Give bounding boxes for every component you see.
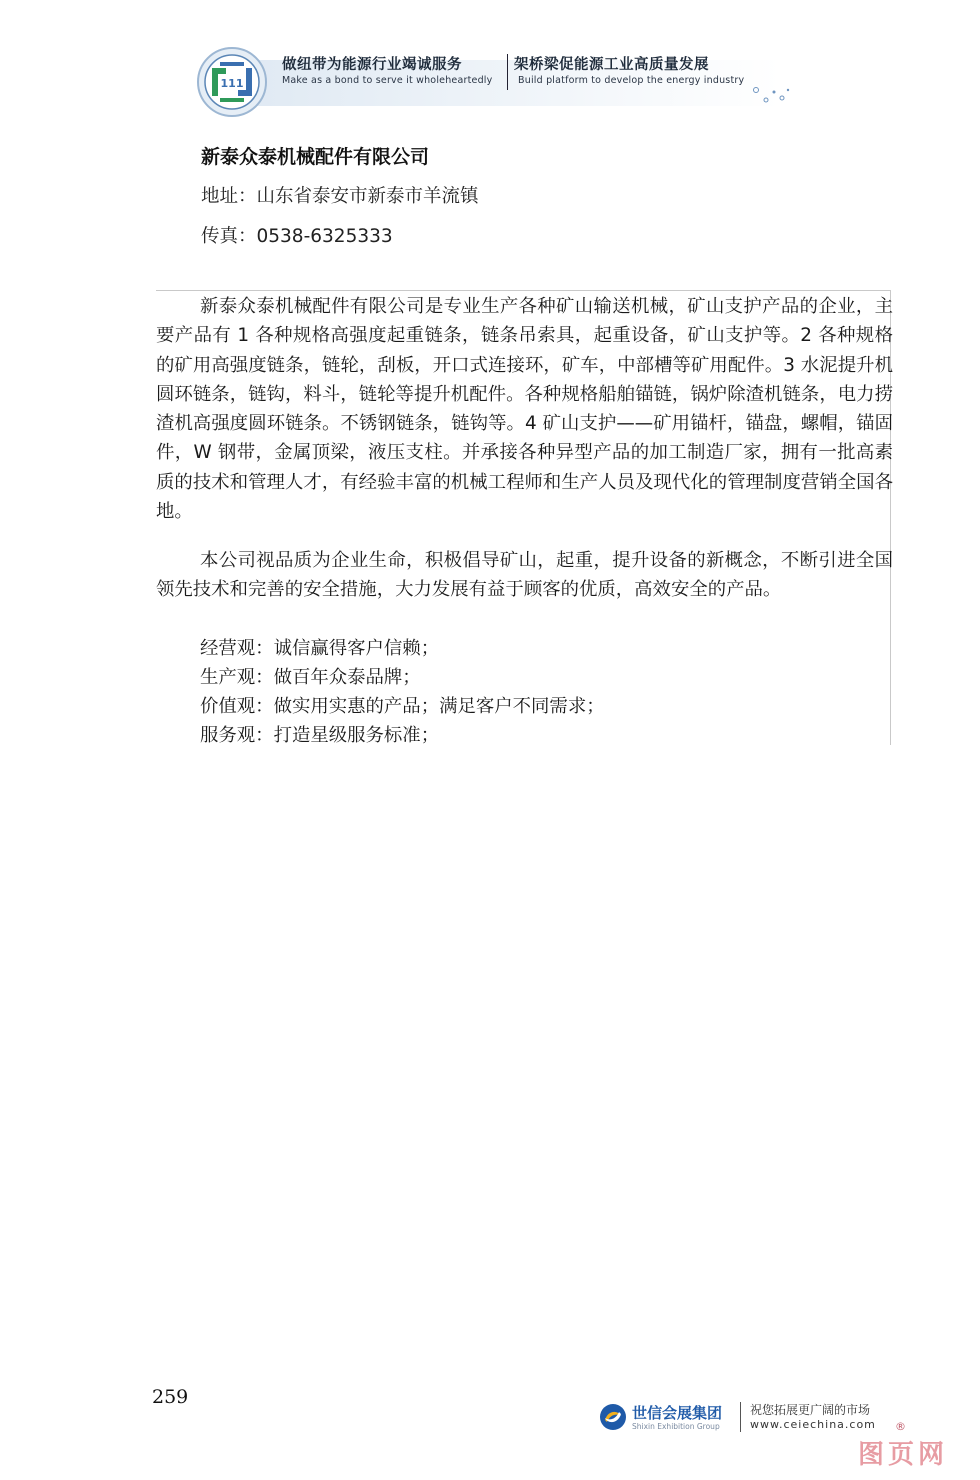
- header-slogan-cn-right: [514, 53, 709, 74]
- group-name: 世信会展集团: [632, 1404, 723, 1422]
- value-production: 生产观：做百年众泰品牌；: [200, 667, 421, 688]
- group-name-en: Shixin Exhibition Group: [632, 1422, 720, 1431]
- footer-tagline: 祝您拓展更广阔的市场: [750, 1403, 871, 1417]
- page-number: 259: [152, 1386, 189, 1408]
- slogan-cn-left: 做纽带为能源行业竭诚服务: [282, 57, 462, 73]
- value-business: 经营观：诚信赢得客户信赖；: [200, 638, 440, 659]
- value-service: 服务观：打造星级服务标准；: [200, 725, 440, 746]
- body-paragraph-1: 新泰众泰机械配件有限公司是专业生产各种矿山输送机械，矿山支护产品的企业，主要产品有 1 各种规格高强度起重链条，链条吊索具，起重设备，矿山支护等。2 各种规格的矿用高强度链条，链轮，刮板，开口式连接环，矿车，中部槽等矿用配件。3 水泥提升机圆环链条，链钩，料斗，链轮等提升机配件。各种规格船舶锚链，锅炉除渣机链条，电力捞渣机高强度圆环链条。不锈钢链条，链钩等。4 矿山支护——矿用锚杆，锚盘，螺帽，锚固件，W 钢带，金属顶梁，液压支柱。并承接各种异型产品的加工制造厂家，拥有一批高素质的技术和管理人才，有经验丰富的机械工程师和生产人员及现代化的管理制度营销全国各地。: [156, 296, 893, 523]
- watermark-text: 图页网: [858, 1440, 949, 1470]
- company-fax: 传真：0538-6325333: [201, 226, 393, 247]
- body-paragraph-2: 本公司视品质为企业生命，积极倡导矿山，起重，提升设备的新概念，不断引进全国领先技术和完善的安全措施，大力发展有益于顾客的优质，高效安全的产品。: [156, 550, 893, 601]
- footer-brand: [598, 1398, 898, 1438]
- slogan-en-left: Make as a bond to serve it wholeheartedly: [282, 75, 493, 86]
- shixin-logo-icon: [598, 1402, 628, 1432]
- exhibition-logo-icon: [196, 46, 268, 118]
- decorative-dots-icon: [752, 84, 792, 106]
- logo-text: 111: [220, 77, 244, 90]
- company-name: 新泰众泰机械配件有限公司: [201, 146, 430, 168]
- registered-mark: ®: [895, 1420, 906, 1433]
- footer-divider: [740, 1402, 741, 1432]
- header-banner: [196, 46, 796, 118]
- header-divider: [507, 54, 508, 90]
- slogan-en-right: Build platform to develop the energy industry: [518, 75, 745, 86]
- footer-website: www.ceiechina.com: [750, 1418, 876, 1431]
- value-worth: 价值观：做实用实惠的产品；满足客户不同需求；: [200, 696, 605, 717]
- header-slogan-cn: [282, 53, 462, 74]
- company-address: 地址：山东省泰安市新泰市羊流镇: [201, 186, 479, 207]
- slogan-cn-right: 架桥梁促能源工业高质量发展: [514, 57, 709, 73]
